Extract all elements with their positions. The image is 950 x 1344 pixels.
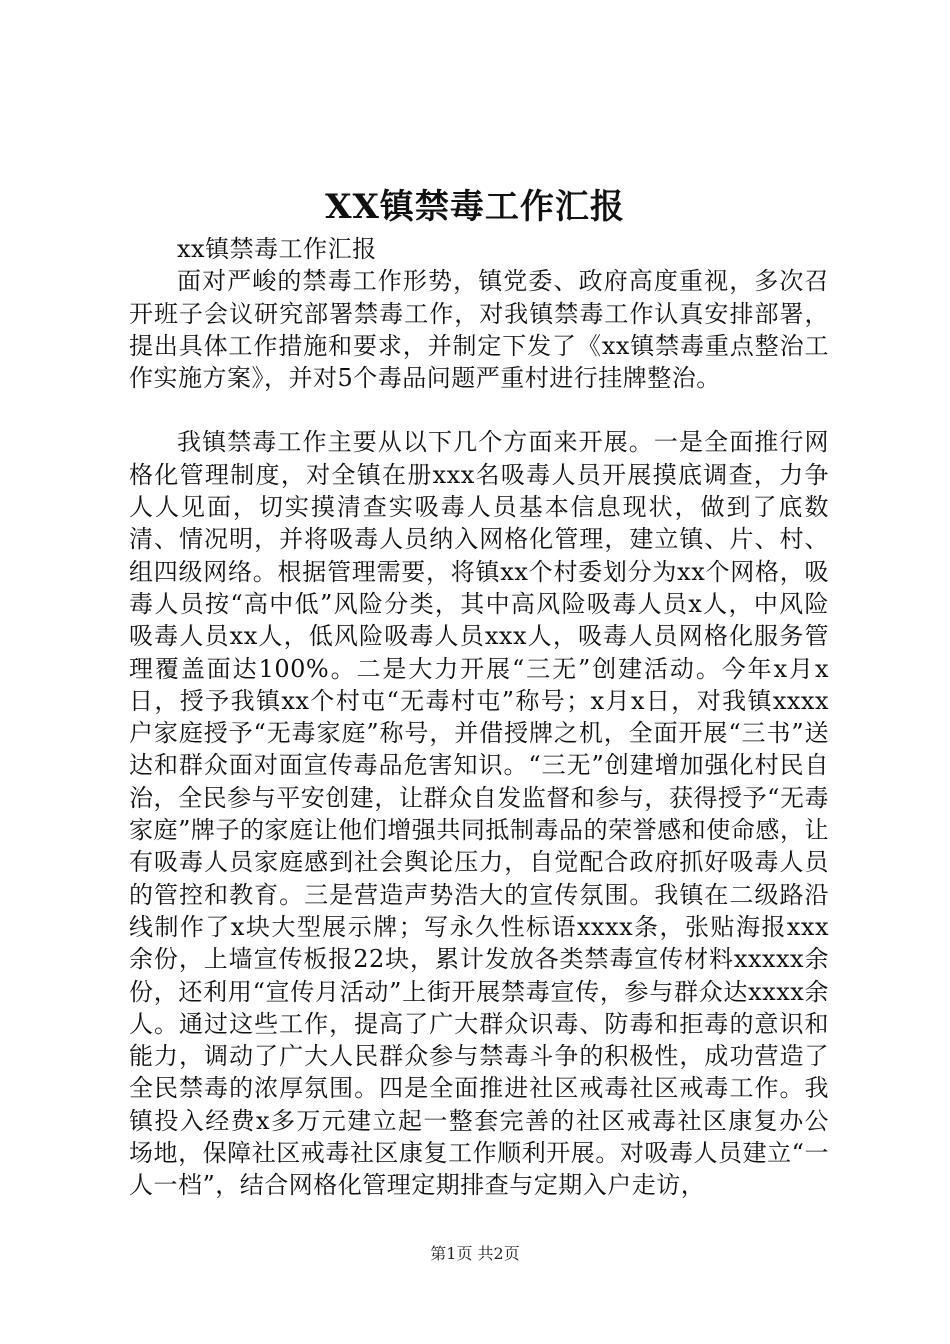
- main-paragraph: 我镇禁毒工作主要从以下几个方面来开展。一是全面推行网格化管理制度，对全镇在册xxx名吸毒人员开展摸底调查，力争人人见面，切实摸清查实吸毒人员基本信息现状，做到了底数清、情况明，并将吸毒人员纳入网格化管理，建立镇、片、村、组四级网络。根据管理需要，将镇xx个村委划分为xx个网格，吸毒人员按“高中低”风险分类，其中高风险吸毒人员x人，中风险吸毒人员xx人，低风险吸毒人员xxx人，吸毒人员网格化服务管理覆盖面达100%。二是大力开展“三无”创建活动。今年x月x日，授予我镇xx个村屯“无毒村屯”称号；x月x日，对我镇xxxx户家庭授予“无毒家庭”称号，并借授牌之机，全面开展“三书”送达和群众面对面宣传毒品危害知识。“三无”创建增加强化村民自治，全民参与平安创建，让群众自发监督和参与，获得授予“无毒家庭”牌子的家庭让他们增强共同抵制毒品的荣誉感和使命感，让有吸毒人员家庭感到社会舆论压力，自觉配合政府抓好吸毒人员的管控和教育。三是营造声势浩大的宣传氛围。我镇在二级路沿线制作了x块大型展示牌；写永久性标语xxxx条，张贴海报xxx余份，上墙宣传板报22块，累计发放各类禁毒宣传材料xxxxx余份，还利用“宣传月活动”上街开展禁毒宣传，参与群众达xxxx余人。通过这些工作，提高了广大群众识毒、防毒和拒毒的意识和能力，调动了广大人民群众参与禁毒斗争的积极性，成功营造了全民禁毒的浓厚氛围。四是全面推进社区戒毒社区戒毒工作。我镇投入经费x多万元建立起一整套完善的社区戒毒社区康复办公场地，保障社区戒毒社区康复工作顺利开展。对吸毒人员建立“一人一档”，结合网格化管理定期排查与定期入户走访，: [129, 428, 829, 1200]
- page-footer: 第1页 共2页: [430, 1244, 520, 1263]
- subtitle-paragraph: xx镇禁毒工作汇报: [177, 235, 377, 263]
- intro-paragraph: 面对严峻的禁毒工作形势，镇党委、政府高度重视，多次召开班子会议研究部署禁毒工作，对我镇禁毒工作认真安排部署，提出具体工作措施和要求，并制定下发了《xx镇禁毒重点整治工作实施方案》，并对5个毒品问题严重村进行挂牌整治。: [129, 267, 829, 393]
- document-body: [129, 233, 829, 1202]
- document-title: XX镇禁毒工作汇报: [325, 187, 625, 227]
